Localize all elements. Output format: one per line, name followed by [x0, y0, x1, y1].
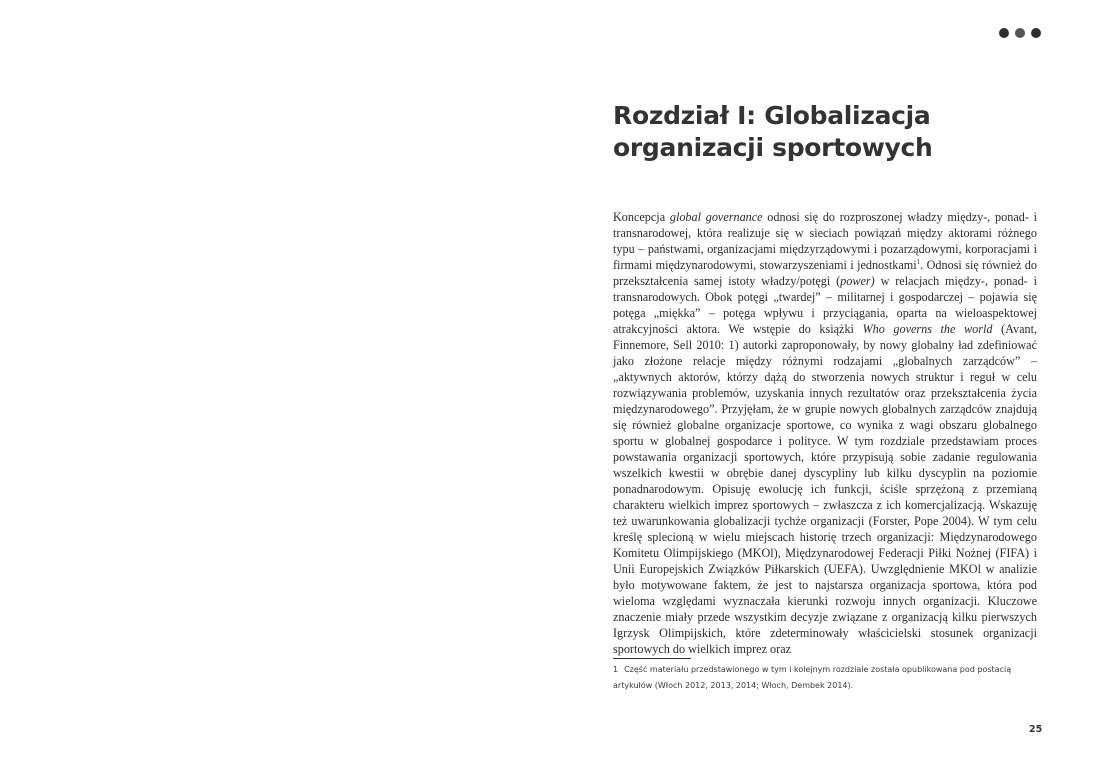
footnote-text: Część materiału przedstawionego w tym i kolejnym rozdziale została opublikowana pod postacią artykułów (Włoch 2012, 2013, 2014; Włoch, Dembek 2014).	[613, 665, 1012, 690]
body-italic-run: Who governs the world	[862, 322, 993, 336]
body-text-run: . Odnosi się również do przekształcenia samej istoty władzy/potęgi (	[613, 258, 1037, 288]
dot-3	[1031, 28, 1041, 38]
footnote-number: 1	[613, 665, 619, 674]
chapter-title	[613, 100, 1053, 164]
dot-2	[1015, 28, 1025, 38]
page-dots-ornament	[999, 28, 1041, 38]
body-text-run: odnosi się do rozproszonej władzy między-, ponad- i transnarodowej, która realizuje się w sieciach powiązań między aktorami różnego typu – państwami, organizacjami międzyrządowymi i pozarządowymi, korporacjami i firmami międzynarodowymi, stowarzyszeniami i jednostkami	[613, 210, 1038, 272]
body-italic-run: power)	[840, 274, 875, 288]
footnote-divider	[613, 658, 691, 659]
page-number: 25	[1029, 724, 1043, 735]
dot-1	[999, 28, 1009, 38]
footnote-reference[interactable]: 1	[916, 257, 921, 266]
chapter-body-paragraph	[613, 209, 1037, 657]
body-text-run: Koncepcja	[613, 210, 670, 224]
chapter-title-line-2: organizacji sportowych	[613, 133, 933, 162]
body-text-run: w relacjach między-, ponad- i transnarodowych. Obok potęgi „twardej” – militarnej i gospodarczej – pojawia się potęga „miękka” – potęga wpływu i przyciągania, oparta na wieloaspektowej atrakcyjności aktora. We wstępie do książki	[613, 274, 1037, 336]
footnote	[613, 662, 1041, 694]
body-text-run: (Avant, Finnemore, Sell 2010: 1) autorki zaproponowały, by nowy globalny ład zdefiniować jako złożone relacje między różnymi rodzajami „globalnych zarządców” – „aktywnych aktorów, którzy dążą do stworzenia nowych struktur i reguł w celu rozwiązywania problemów, uzyskania innych rezultatów oraz przekształcenia życia międzynarodowego”. Przyjęłam, że w grupie nowych globalnych zarządców znajdują się również globalne organizacje sportowe, co wynika z wagi obszaru globalnego sportu w globalnej gospodarce i polityce. W tym rozdziale przedstawiam proces powstawania organizacji sportowych, które przypisują sobie zadanie regulowania wszelkich kwestii w obrębie danej dyscypliny lub kilku dyscyplin na poziomie ponadnarodowym. Opisuję ewolucję ich funkcji, ściśle sprzężoną z przemianą charakteru wielkich imprez sportowych – zwłaszcza z ich komercjalizacją. Wskazuję też uwarunkowania globalizacji tychże organizacji (Forster, Pope 2004). W tym celu kreślę splecioną w wielu miejscach historię trzech organizacji: Międzynarodowego Komitetu Olimpijskiego (MKOl), Międzynarodowej Federacji Piłki Nożnej (FIFA) i Unii Europejskich Związków Piłkarskich (UEFA). Uwzględnienie MKOl w analizie było motywowane faktem, że jest to najstarsza organizacja sportowa, która pod wieloma względami wyznaczała kierunki rozwoju innych organizacji. Kluczowe znaczenie miały przede wszystkim decyzje związane z organizacją kilku pierwszych Igrzysk Olimpijskich, które zdeterminowały właścicielski stosunek organizacji sportowych do wielkich imprez oraz	[613, 322, 1037, 656]
chapter-title-line-1: Rozdział I: Globalizacja	[613, 101, 931, 130]
body-italic-run: global governance	[669, 210, 763, 224]
